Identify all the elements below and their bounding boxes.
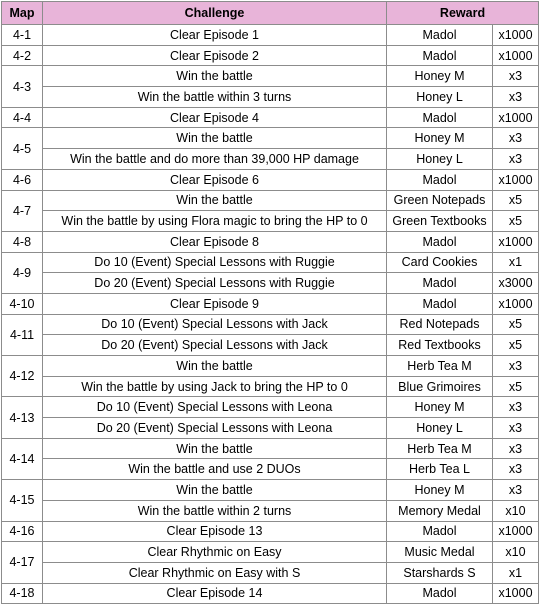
quantity-cell: x5 (493, 190, 539, 211)
table-row (2, 542, 539, 563)
quantity-cell: x1000 (493, 107, 539, 128)
quantity-cell: x3 (493, 149, 539, 170)
map-cell: 4-8 (2, 231, 43, 252)
challenge-cell: Clear Episode 6 (43, 169, 387, 190)
challenge-cell: Do 10 (Event) Special Lessons with Ruggie (43, 252, 387, 273)
quantity-cell: x5 (493, 335, 539, 356)
map-cell: 4-5 (2, 128, 43, 169)
table-row (2, 459, 539, 480)
reward-cell: Honey M (387, 480, 493, 501)
map-cell: 4-3 (2, 66, 43, 107)
table-row (2, 438, 539, 459)
challenge-cell: Win the battle within 2 turns (43, 500, 387, 521)
reward-cell: Red Textbooks (387, 335, 493, 356)
map-cell: 4-14 (2, 438, 43, 479)
table-row (2, 376, 539, 397)
challenge-cell: Win the battle (43, 128, 387, 149)
table-row (2, 128, 539, 149)
quantity-cell: x3 (493, 480, 539, 501)
reward-cell: Honey M (387, 397, 493, 418)
quantity-cell: x1000 (493, 231, 539, 252)
table-row (2, 66, 539, 87)
reward-cell: Card Cookies (387, 252, 493, 273)
table-row (2, 583, 539, 604)
table-row (2, 45, 539, 66)
challenge-cell: Win the battle and use 2 DUOs (43, 459, 387, 480)
quantity-cell: x3 (493, 459, 539, 480)
quantity-cell: x3000 (493, 273, 539, 294)
reward-cell: Herb Tea L (387, 459, 493, 480)
challenge-cell: Win the battle (43, 480, 387, 501)
quantity-cell: x1 (493, 252, 539, 273)
table-row (2, 231, 539, 252)
reward-cell: Green Textbooks (387, 211, 493, 232)
reward-cell: Starshards S (387, 562, 493, 583)
reward-cell: Blue Grimoires (387, 376, 493, 397)
table-row (2, 500, 539, 521)
map-cell: 4-2 (2, 45, 43, 66)
table-row (2, 314, 539, 335)
challenge-cell: Do 10 (Event) Special Lessons with Jack (43, 314, 387, 335)
quantity-cell: x3 (493, 438, 539, 459)
reward-cell: Red Notepads (387, 314, 493, 335)
quantity-cell: x1000 (493, 583, 539, 604)
quantity-cell: x5 (493, 314, 539, 335)
table-row (2, 169, 539, 190)
table-row (2, 418, 539, 439)
map-cell: 4-13 (2, 397, 43, 438)
quantity-cell: x3 (493, 66, 539, 87)
reward-cell: Honey M (387, 128, 493, 149)
reward-cell: Honey L (387, 418, 493, 439)
challenge-cell: Clear Episode 13 (43, 521, 387, 542)
challenge-cell: Clear Episode 14 (43, 583, 387, 604)
map-cell: 4-17 (2, 542, 43, 583)
challenge-cell: Clear Episode 8 (43, 231, 387, 252)
map-cell: 4-15 (2, 480, 43, 521)
quantity-cell: x10 (493, 542, 539, 563)
quantity-cell: x1000 (493, 169, 539, 190)
reward-cell: Madol (387, 45, 493, 66)
quantity-cell: x3 (493, 128, 539, 149)
table-row (2, 252, 539, 273)
quantity-cell: x3 (493, 87, 539, 108)
reward-cell: Madol (387, 293, 493, 314)
table-row (2, 356, 539, 377)
reward-cell: Honey L (387, 149, 493, 170)
quantity-cell: x1 (493, 562, 539, 583)
map-cell: 4-12 (2, 356, 43, 397)
challenge-cell: Win the battle within 3 turns (43, 87, 387, 108)
map-cell: 4-18 (2, 583, 43, 604)
reward-cell: Honey M (387, 66, 493, 87)
challenge-header: Challenge (43, 2, 387, 25)
table-row (2, 480, 539, 501)
quantity-cell: x5 (493, 211, 539, 232)
table-row (2, 107, 539, 128)
map-cell: 4-7 (2, 190, 43, 231)
table-row (2, 190, 539, 211)
map-cell: 4-4 (2, 107, 43, 128)
challenge-cell: Clear Episode 9 (43, 293, 387, 314)
challenge-cell: Do 10 (Event) Special Lessons with Leona (43, 397, 387, 418)
challenge-cell: Clear Rhythmic on Easy (43, 542, 387, 563)
reward-cell: Madol (387, 25, 493, 46)
table-row (2, 521, 539, 542)
challenge-cell: Do 20 (Event) Special Lessons with Leona (43, 418, 387, 439)
challenge-cell: Win the battle by using Flora magic to bring the HP to 0 (43, 211, 387, 232)
challenge-cell: Win the battle (43, 190, 387, 211)
quantity-cell: x1000 (493, 293, 539, 314)
reward-header: Reward (387, 2, 539, 25)
reward-cell: Honey L (387, 87, 493, 108)
reward-cell: Madol (387, 521, 493, 542)
table-row (2, 149, 539, 170)
challenge-cell: Clear Episode 2 (43, 45, 387, 66)
reward-cell: Memory Medal (387, 500, 493, 521)
challenge-cell: Win the battle and do more than 39,000 HP damage (43, 149, 387, 170)
table-row (2, 293, 539, 314)
map-cell: 4-10 (2, 293, 43, 314)
reward-cell: Green Notepads (387, 190, 493, 211)
challenge-table (1, 1, 539, 604)
table-row (2, 87, 539, 108)
quantity-cell: x3 (493, 397, 539, 418)
challenge-cell: Do 20 (Event) Special Lessons with Jack (43, 335, 387, 356)
map-header: Map (2, 2, 43, 25)
quantity-cell: x10 (493, 500, 539, 521)
reward-cell: Music Medal (387, 542, 493, 563)
table-row (2, 562, 539, 583)
quantity-cell: x1000 (493, 521, 539, 542)
reward-cell: Herb Tea M (387, 356, 493, 377)
quantity-cell: x1000 (493, 25, 539, 46)
header-row (2, 2, 539, 25)
table-row (2, 273, 539, 294)
reward-cell: Madol (387, 583, 493, 604)
challenge-cell: Do 20 (Event) Special Lessons with Ruggie (43, 273, 387, 294)
map-cell: 4-16 (2, 521, 43, 542)
reward-cell: Madol (387, 273, 493, 294)
challenge-cell: Clear Episode 1 (43, 25, 387, 46)
table-row (2, 397, 539, 418)
quantity-cell: x3 (493, 418, 539, 439)
reward-cell: Madol (387, 231, 493, 252)
table-row (2, 25, 539, 46)
quantity-cell: x5 (493, 376, 539, 397)
challenge-cell: Win the battle by using Jack to bring the HP to 0 (43, 376, 387, 397)
table-row (2, 211, 539, 232)
map-cell: 4-1 (2, 25, 43, 46)
challenge-cell: Clear Episode 4 (43, 107, 387, 128)
reward-cell: Madol (387, 169, 493, 190)
reward-cell: Herb Tea M (387, 438, 493, 459)
challenge-cell: Win the battle (43, 66, 387, 87)
challenge-cell: Clear Rhythmic on Easy with S (43, 562, 387, 583)
table-body (2, 25, 539, 604)
quantity-cell: x3 (493, 356, 539, 377)
map-cell: 4-9 (2, 252, 43, 293)
quantity-cell: x1000 (493, 45, 539, 66)
reward-cell: Madol (387, 107, 493, 128)
challenge-cell: Win the battle (43, 438, 387, 459)
challenge-cell: Win the battle (43, 356, 387, 377)
map-cell: 4-6 (2, 169, 43, 190)
map-cell: 4-11 (2, 314, 43, 355)
table-row (2, 335, 539, 356)
